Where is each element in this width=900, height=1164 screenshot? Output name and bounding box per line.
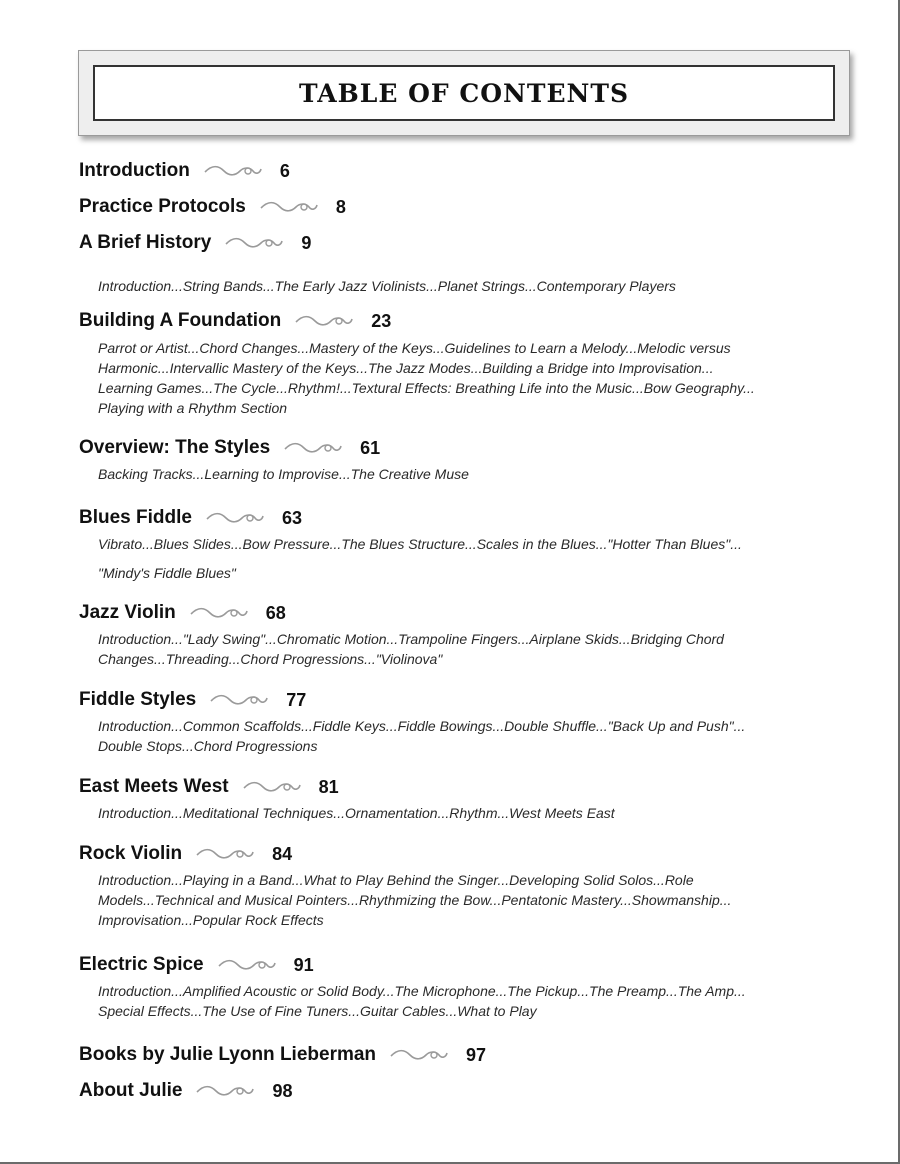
toc-entry — [79, 308, 838, 418]
toc-page-number: 98 — [272, 1080, 293, 1101]
flourish-ornament-icon — [243, 780, 301, 794]
toc-entry-title: Electric Spice — [79, 954, 204, 975]
title-inner-frame — [93, 65, 835, 121]
flourish-ornament-icon — [196, 847, 254, 861]
flourish-ornament-icon — [210, 693, 268, 707]
toc-page-number: 68 — [265, 602, 286, 623]
toc-description-line: Vibrato...Blues Slides...Bow Pressure...The Blues Structure...Scales in the Blues..."Hotter Than Blues"... — [98, 536, 742, 552]
flourish-ornament-icon — [218, 958, 276, 972]
toc-entry-title: About Julie — [79, 1080, 183, 1101]
toc-entry — [79, 841, 838, 930]
flourish-ornament-icon — [284, 441, 342, 455]
toc-entry-description — [98, 338, 838, 418]
flourish-ornament-icon — [204, 164, 262, 178]
toc-description-line: Parrot or Artist...Chord Changes...Mastery of the Keys...Guidelines to Learn a Melody...Melodic versus — [98, 340, 731, 356]
toc-entry-heading — [79, 774, 838, 800]
toc-entry-title: A Brief History — [79, 232, 212, 253]
toc-entry-heading — [79, 952, 838, 978]
toc-description-line: "Mindy's Fiddle Blues" — [98, 565, 236, 581]
toc-entry-heading — [79, 1078, 292, 1104]
toc-description-line: Changes...Threading...Chord Progressions..."Violinova" — [98, 651, 443, 667]
toc-entry-description — [98, 981, 838, 1021]
toc-entry-description — [98, 870, 838, 930]
toc-entry-heading — [79, 687, 838, 713]
toc-entry-title: Overview: The Styles — [79, 437, 271, 458]
toc-description-line: Introduction...Common Scaffolds...Fiddle Keys...Fiddle Bowings...Double Shuffle..."Back Up and Push"... — [98, 718, 746, 734]
toc-entry-heading — [79, 230, 838, 256]
toc-entry-heading — [79, 600, 838, 626]
toc-page-number: 81 — [318, 776, 339, 797]
title-frame — [78, 50, 850, 136]
toc-entry-heading — [79, 158, 290, 184]
toc-entry — [79, 194, 346, 220]
toc-entry — [79, 230, 838, 296]
toc-description-line: Introduction...Amplified Acoustic or Solid Body...The Microphone...The Pickup...The Preamp...The Amp... — [98, 983, 746, 999]
toc-description-line: Introduction...String Bands...The Early Jazz Violinists...Planet Strings...Contemporary Players — [98, 278, 676, 294]
toc-entry-heading — [79, 194, 346, 220]
toc-page-number: 61 — [360, 437, 381, 458]
toc-entry — [79, 1078, 292, 1104]
toc-entry-heading — [79, 308, 838, 334]
toc-entry-title: Introduction — [79, 160, 190, 181]
toc-entry — [79, 600, 838, 669]
toc-description-line: Double Stops...Chord Progressions — [98, 738, 318, 754]
toc-entry-heading — [79, 841, 838, 867]
page-title: TABLE OF CONTENTS — [298, 78, 630, 108]
toc-entry-description — [98, 534, 838, 583]
toc-entry-description — [98, 629, 838, 669]
toc-entry-heading — [79, 435, 838, 461]
toc-entry-title: Jazz Violin — [79, 602, 176, 623]
flourish-ornament-icon — [390, 1048, 448, 1062]
toc-entry-title: Books by Julie Lyonn Lieberman — [79, 1044, 377, 1065]
toc-entry-description — [98, 464, 838, 484]
toc-entry-title: East Meets West — [79, 776, 229, 797]
toc-entry — [79, 435, 838, 484]
toc-entry-title: Blues Fiddle — [79, 507, 192, 528]
toc-entry-title: Building A Foundation — [79, 310, 282, 331]
toc-description-line: Special Effects...The Use of Fine Tuners...Guitar Cables...What to Play — [98, 1003, 537, 1019]
toc-entry-title: Fiddle Styles — [79, 689, 197, 710]
toc-description-line: Introduction..."Lady Swing"...Chromatic Motion...Trampoline Fingers...Airplane Skids...Bridging Chord — [98, 631, 724, 647]
flourish-ornament-icon — [295, 314, 353, 328]
toc-description-line: Learning Games...The Cycle...Rhythm!...Textural Effects: Breathing Life into the Music...Bow Geography... — [98, 380, 755, 396]
toc-page-number: 23 — [371, 310, 392, 331]
toc-description-line: Playing with a Rhythm Section — [98, 400, 288, 416]
toc-description-line: Improvisation...Popular Rock Effects — [98, 912, 324, 928]
toc-page-number: 97 — [466, 1044, 487, 1065]
toc-page-number: 77 — [286, 689, 307, 710]
toc-entry-title: Rock Violin — [79, 843, 183, 864]
flourish-ornament-icon — [225, 236, 283, 250]
toc-description-line: Models...Technical and Musical Pointers...Rhythmizing the Bow...Pentatonic Mastery...Showmanship... — [98, 892, 732, 908]
toc-entry-heading — [79, 505, 838, 531]
toc-description-line: Harmonic...Intervallic Mastery of the Keys...The Jazz Modes...Building a Bridge into Improvisation... — [98, 360, 714, 376]
flourish-ornament-icon — [196, 1084, 254, 1098]
toc-entry — [79, 158, 290, 184]
toc-entry-title: Practice Protocols — [79, 196, 246, 217]
toc-entry — [79, 774, 838, 823]
toc-entry — [79, 505, 838, 583]
flourish-ornament-icon — [206, 511, 264, 525]
toc-entry — [79, 1042, 486, 1068]
toc-page-number: 9 — [301, 232, 312, 253]
toc-description-line: Introduction...Playing in a Band...What to Play Behind the Singer...Developing Solid Solos...Role — [98, 872, 694, 888]
toc-entry-description — [98, 276, 838, 296]
toc-entry-description — [98, 716, 838, 756]
toc-page-number: 63 — [281, 507, 302, 528]
flourish-ornament-icon — [190, 606, 248, 620]
toc-page-number: 84 — [272, 843, 293, 864]
toc-page-number: 6 — [279, 160, 290, 181]
flourish-ornament-icon — [260, 200, 318, 214]
toc-page-number: 91 — [293, 954, 314, 975]
toc-description-line: Backing Tracks...Learning to Improvise...The Creative Muse — [98, 466, 469, 482]
toc-entry — [79, 952, 838, 1021]
toc-entry-heading — [79, 1042, 486, 1068]
toc-description-line: Introduction...Meditational Techniques...Ornamentation...Rhythm...West Meets East — [98, 805, 615, 821]
toc-page-number: 8 — [335, 196, 346, 217]
toc-entry — [79, 687, 838, 756]
toc-entry-description — [98, 803, 838, 823]
